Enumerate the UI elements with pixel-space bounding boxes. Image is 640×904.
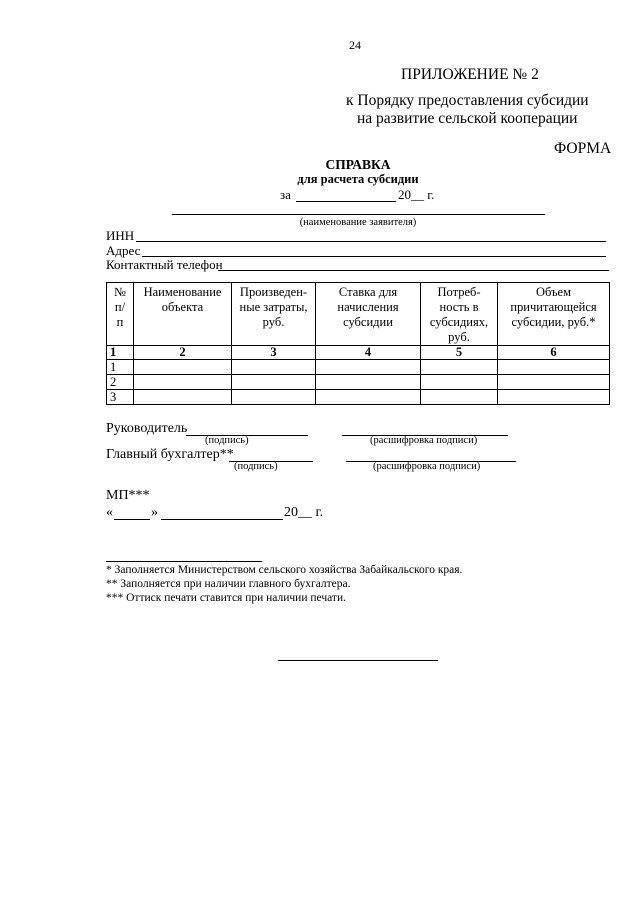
document-subtitle: для расчета субсидии: [297, 172, 419, 186]
date-year: 20__ г.: [284, 505, 324, 520]
column-number: 4: [316, 346, 421, 360]
table-cell[interactable]: [316, 390, 421, 405]
phone-label: Контактный телефон: [106, 257, 223, 272]
subsidy-table: [106, 282, 610, 405]
accountant-label: Главный бухгалтер**: [106, 447, 234, 462]
accountant-decode-caption: (расшифровка подписи): [373, 461, 481, 472]
table-cell[interactable]: [232, 390, 316, 405]
table-cell[interactable]: [421, 375, 498, 390]
footnote-1: * Заполняется Министерством сельского хозяйства Забайкальского края.: [106, 564, 463, 576]
date-month-blank[interactable]: [161, 519, 283, 520]
header-number: № п/ п: [107, 283, 134, 346]
table-cell[interactable]: [421, 360, 498, 375]
date-open-quote: «: [106, 505, 113, 520]
period-prefix: за: [280, 187, 291, 202]
head-sign-caption: (подпись): [205, 435, 249, 446]
applicant-caption: (наименование заявителя): [299, 217, 417, 228]
address-label: Адрес: [106, 243, 141, 258]
header-need: Потреб- ность в субсидиях, руб.: [421, 283, 498, 346]
table-cell[interactable]: [421, 390, 498, 405]
table-cell[interactable]: [316, 360, 421, 375]
end-separator: [278, 660, 438, 661]
header-costs: Произведен- ные затраты, руб.: [232, 283, 316, 346]
table-cell[interactable]: [232, 375, 316, 390]
head-label: Руководитель: [106, 421, 188, 436]
date-day-blank[interactable]: [114, 519, 150, 520]
appendix-line-2: на развитие сельской кооперации: [357, 110, 578, 127]
row-number: 1: [107, 360, 134, 375]
head-decode-caption: (расшифровка подписи): [370, 435, 478, 446]
page-number: 24: [349, 38, 361, 52]
table-header-row: [107, 283, 610, 346]
form-label: ФОРМА: [554, 140, 612, 157]
appendix-title: ПРИЛОЖЕНИЕ № 2: [401, 66, 539, 83]
column-number: 6: [498, 346, 610, 360]
column-number: 1: [107, 346, 134, 360]
header-amount: Объем причитающейся субсидии, руб.*: [498, 283, 610, 346]
period-year: 20__ г.: [398, 187, 435, 202]
phone-field[interactable]: [218, 270, 609, 271]
table-row: [107, 390, 610, 405]
table-row: [107, 375, 610, 390]
inn-field[interactable]: [136, 241, 606, 242]
seal-label: МП***: [106, 488, 150, 503]
footnote-2: ** Заполняется при наличии главного бухгалтера.: [106, 578, 351, 590]
table-row: [107, 360, 610, 375]
header-rate: Ставка для начисления субсидии: [316, 283, 421, 346]
table-cell[interactable]: [134, 390, 232, 405]
row-number: 2: [107, 375, 134, 390]
footnote-3: *** Оттиск печати ставится при наличии печати.: [106, 592, 346, 604]
period-blank[interactable]: [296, 201, 396, 202]
table-cell[interactable]: [498, 375, 610, 390]
column-numbers-row: [107, 346, 610, 360]
column-number: 5: [421, 346, 498, 360]
date-close-quote: »: [151, 505, 158, 520]
document-title: СПРАВКА: [325, 157, 391, 172]
table-cell[interactable]: [134, 375, 232, 390]
inn-label: ИНН: [106, 228, 135, 243]
appendix-line-1: к Порядку предоставления субсидии: [346, 92, 589, 109]
table-cell[interactable]: [316, 375, 421, 390]
table-cell[interactable]: [232, 360, 316, 375]
table-cell[interactable]: [498, 360, 610, 375]
column-number: 3: [232, 346, 316, 360]
column-number: 2: [134, 346, 232, 360]
header-object-name: Наименование объекта: [134, 283, 232, 346]
row-number: 3: [107, 390, 134, 405]
accountant-sign-caption: (подпись): [234, 461, 278, 472]
applicant-name-line[interactable]: [172, 214, 545, 215]
table-cell[interactable]: [498, 390, 610, 405]
table-cell[interactable]: [134, 360, 232, 375]
footnote-separator: [106, 561, 262, 562]
